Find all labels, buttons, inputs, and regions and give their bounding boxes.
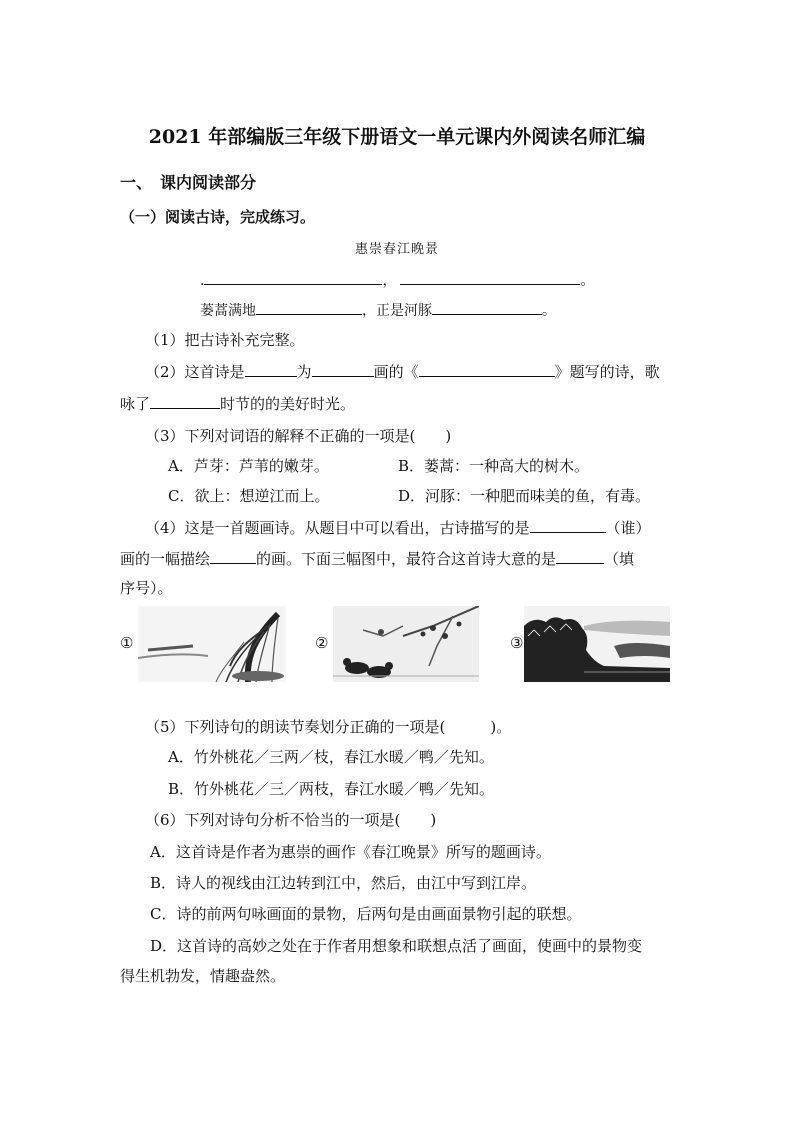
question-5: （5）下列诗句的朗读节奏划分正确的一项是( )。 bbox=[145, 718, 512, 736]
option-a: A．这首诗是作者为惠崇的画作《春江晚景》所写的题画诗。 bbox=[150, 843, 551, 861]
illustration-row bbox=[120, 606, 680, 684]
blank-line[interactable] bbox=[530, 518, 606, 533]
blank-line[interactable] bbox=[204, 270, 382, 285]
blank-line[interactable] bbox=[400, 270, 580, 285]
option-d-cont: 得生机勃发，情趣盎然。 bbox=[120, 967, 286, 985]
option-a: A．芦芽：芦苇的嫩芽。 bbox=[168, 457, 329, 475]
question-3: （3）下列对词语的解释不正确的一项是( ) bbox=[145, 427, 452, 445]
blank-line[interactable] bbox=[150, 394, 220, 409]
blank-line[interactable] bbox=[432, 300, 542, 315]
willow-ink-painting bbox=[138, 606, 286, 682]
illustration-3: ③ bbox=[510, 606, 680, 682]
option-c: C．诗的前两句咏画面的景物，后两句是由画面景物引起的联想。 bbox=[150, 905, 582, 923]
question-1: （1）把古诗补充完整。 bbox=[145, 331, 305, 349]
question-4-cont2: 序号）。 bbox=[120, 579, 173, 597]
blank-line[interactable] bbox=[556, 549, 604, 564]
poem-line-1: . ， 。 bbox=[200, 270, 594, 290]
blank-line[interactable] bbox=[419, 362, 555, 377]
poem-title: 惠崇春江晚景 bbox=[354, 242, 439, 257]
question-6: （6）下列对诗句分析不恰当的一项是( ) bbox=[145, 811, 437, 829]
question-2-cont: 咏了 时节的的美好时光。 bbox=[120, 395, 356, 413]
option-b: B．诗人的视线由江边转到江中，然后，由江中写到江岸。 bbox=[150, 874, 537, 892]
question-4: （4）这是一首题画诗。从题目中可以看出，古诗描写的是 （谁） bbox=[145, 519, 651, 537]
page-title: 2021 年部编版三年级下册语文一单元课内外阅读名师汇编 bbox=[148, 126, 646, 148]
option-d: D．这首诗的高妙之处在于作者用想象和联想点活了画面，使画中的景物变 bbox=[150, 937, 643, 955]
illustration-2: ② bbox=[315, 606, 485, 682]
illustration-1: ① bbox=[120, 606, 290, 682]
option-d: D．河豚：一种肥而味美的鱼，有毒。 bbox=[398, 487, 651, 505]
blank-line[interactable] bbox=[256, 300, 362, 315]
subsection-heading: （一）阅读古诗，完成练习。 bbox=[120, 208, 316, 226]
option-c: C．欲上：想逆江而上。 bbox=[168, 487, 330, 505]
option-a: A．竹外桃花／三两／枝，春江水暖／鸭／先知。 bbox=[168, 748, 494, 766]
question-4-cont: 画的一幅描绘 的画。下面三幅图中，最符合这首诗大意的是 （填 bbox=[120, 550, 635, 568]
option-b: B．竹外桃花／三／两枝，春江水暖／鸭／先知。 bbox=[168, 780, 495, 798]
option-b: B．蒌蒿：一种高大的树木。 bbox=[398, 457, 590, 475]
blank-line[interactable] bbox=[210, 549, 256, 564]
landscape-trees-painting bbox=[524, 606, 670, 682]
poem-line-2: 蒌蒿满地 ，正是河豚 。 bbox=[200, 300, 556, 320]
question-2: （2）这首诗是 为 画的《 》题写的诗，歌 bbox=[145, 363, 660, 381]
section-heading: 一、 课内阅读部分 bbox=[120, 173, 257, 192]
ducks-peach-painting bbox=[333, 606, 479, 682]
blank-line[interactable] bbox=[312, 362, 374, 377]
blank-line[interactable] bbox=[245, 362, 297, 377]
